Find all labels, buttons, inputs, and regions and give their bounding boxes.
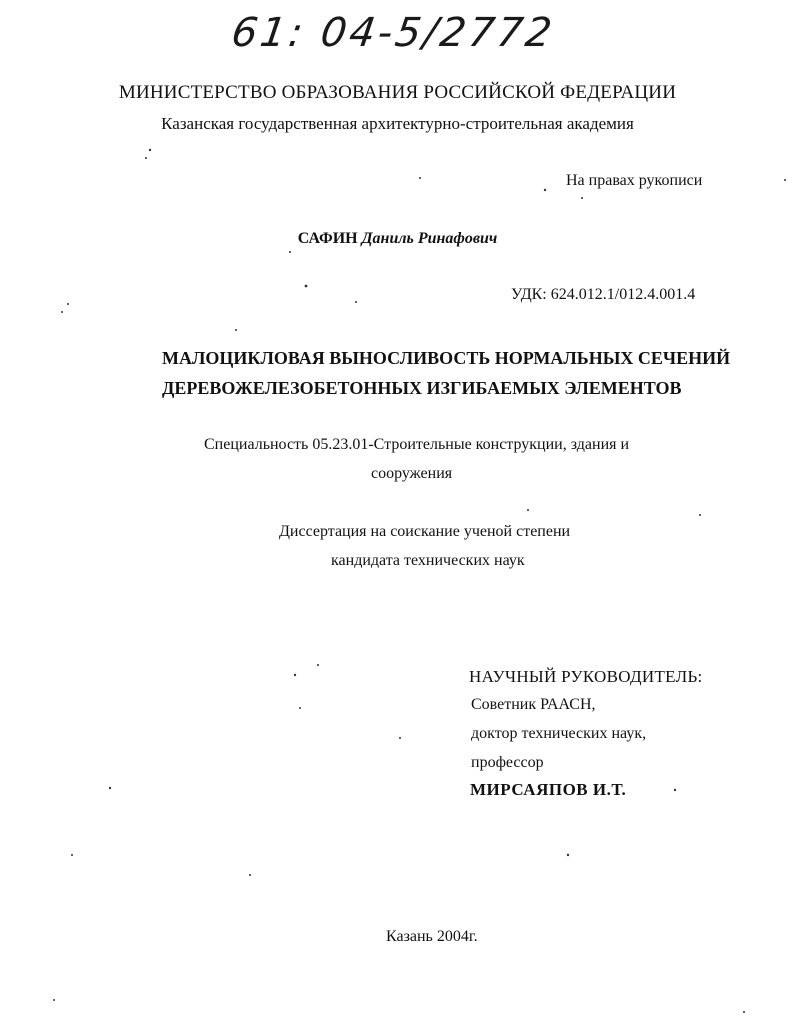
supervisor-name: МИРСАЯПОВ И.Т.: [470, 780, 627, 799]
specialty-line-2: сооружения: [371, 465, 453, 482]
supervisor-title-1: Советник РААСН,: [471, 696, 596, 713]
degree-line-1: Диссертация на соискание ученой степени: [279, 523, 571, 540]
author-given-names: Даниль Ринафович: [361, 230, 498, 247]
degree-line-2: кандидата технических наук: [331, 552, 525, 569]
handwritten-archive-code: 61: 04-5/2772: [228, 10, 558, 56]
author-name: [0, 230, 795, 248]
rights-note: На правах рукописи: [566, 172, 703, 189]
academy-name: Казанская государственная архитектурно-строительная академия: [161, 114, 634, 133]
supervisor-title-2: доктор технических наук,: [471, 725, 647, 742]
supervisor-heading: НАУЧНЫЙ РУКОВОДИТЕЛЬ:: [469, 667, 703, 686]
dissertation-title: [0, 343, 795, 403]
specialty-line-1: Специальность 05.23.01-Строительные конструкции, здания и: [204, 436, 630, 453]
author-surname: САФИН: [297, 230, 358, 247]
place-and-year: Казань 2004г.: [386, 928, 478, 945]
udk-code: УДК: 624.012.1/012.4.001.4: [511, 286, 696, 303]
ministry-heading: МИНИСТЕРСТВО ОБРАЗОВАНИЯ РОССИЙСКОЙ ФЕДЕРАЦИИ: [118, 82, 677, 103]
title-line-1: МАЛОЦИКЛОВАЯ ВЫНОСЛИВОСТЬ НОРМАЛЬНЫХ СЕЧЕНИЙ: [162, 348, 731, 368]
title-line-2: ДЕРЕВОЖЕЛЕЗОБЕТОННЫХ ИЗГИБАЕМЫХ ЭЛЕМЕНТОВ: [162, 378, 682, 398]
supervisor-title-3: профессор: [471, 754, 544, 771]
